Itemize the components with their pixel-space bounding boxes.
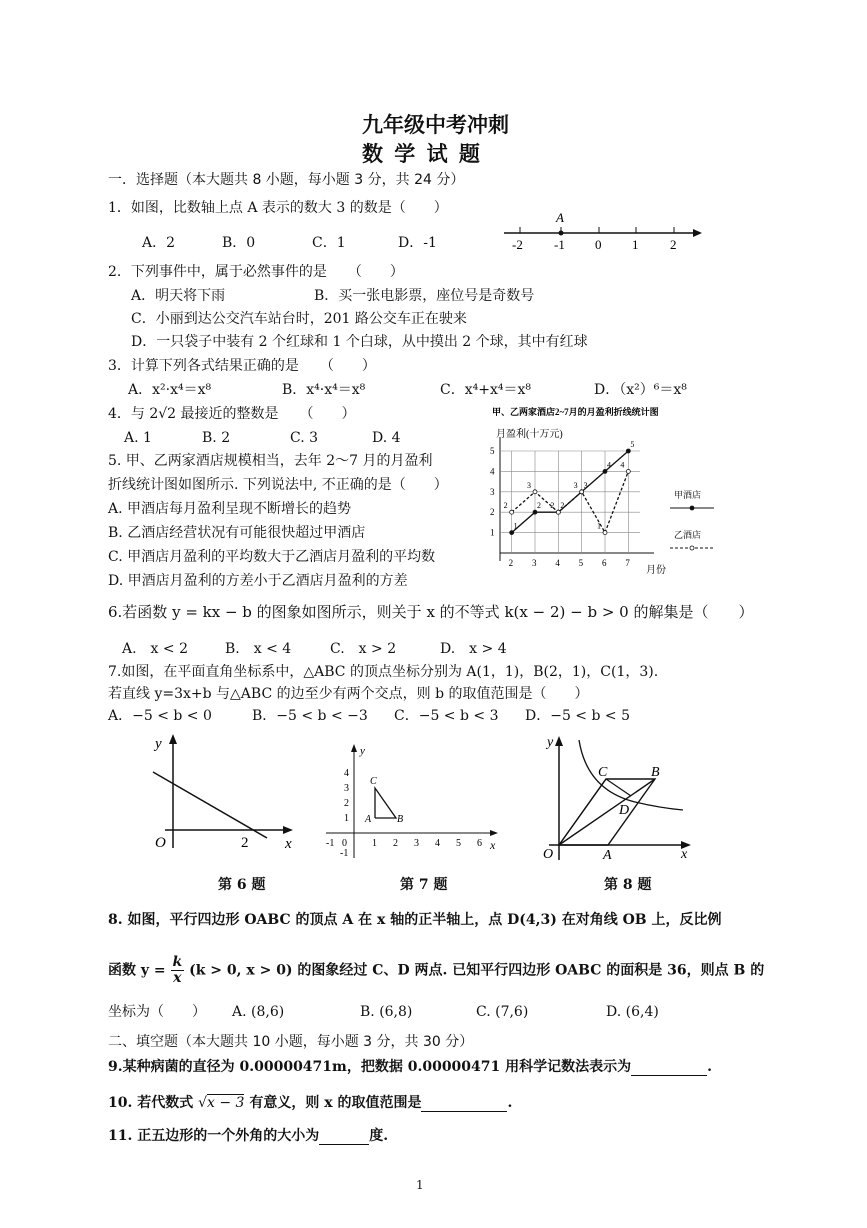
fig7-point-b: B xyxy=(397,814,404,825)
chart-data-label-jia: 2 xyxy=(560,501,565,511)
q2-stem: 2．下列事件中，属于必然事件的是 （ ） xyxy=(108,264,404,280)
chart-data-label-yi: 1 xyxy=(597,521,601,531)
q1-tick: 2 xyxy=(670,237,677,252)
chart-x-tick: 7 xyxy=(625,558,630,568)
q11 xyxy=(108,1127,388,1145)
chart-x-label: 月份 xyxy=(646,565,666,576)
chart-data-label-jia: 3 xyxy=(583,480,588,490)
q2-option-a: A．明天将下雨 xyxy=(131,288,226,304)
q7-option-c: C．−5 < b < 3 xyxy=(394,708,499,724)
figure-6 xyxy=(135,730,305,860)
q10 xyxy=(108,1094,512,1112)
q2-option-d: D．一只袋子中装有 2 个红球和 1 个白球，从中摸出 2 个球，其中有红球 xyxy=(131,334,588,350)
chart-data-label-yi: 2 xyxy=(503,501,508,511)
q8-option-a: A. (8,6) xyxy=(232,1004,285,1020)
fig7-ytick: 1 xyxy=(344,813,349,824)
fig8-y-label: y xyxy=(547,735,554,750)
chart-data-label-jia: 4 xyxy=(607,460,611,470)
q10-suffix: 有意义，则 x 的取值范围是 xyxy=(249,1095,422,1111)
fig7-xtick: 6 xyxy=(477,838,482,849)
chart-point-yi xyxy=(603,531,607,535)
fig7-xtick: 1 xyxy=(372,838,377,849)
chart-point-yi xyxy=(556,510,560,514)
q10-end: . xyxy=(507,1095,513,1111)
fig7-xtick: 0 xyxy=(342,838,347,849)
chart-point-yi xyxy=(510,510,514,514)
q3-option-c: C．x⁴+x⁴＝x⁸ xyxy=(440,382,531,398)
q8-option-b: B. (6,8) xyxy=(360,1004,413,1020)
q3-option-d: D．（x²）⁶＝x⁸ xyxy=(594,382,687,398)
q10-answer-blank[interactable] xyxy=(421,1095,507,1112)
q1-option-b: B．0 xyxy=(222,235,256,251)
q1-tick: -1 xyxy=(554,237,565,252)
q7-line2: 若直线 y=3x+b 与△ABC 的边至少有两个交点，则 b 的取值范围是（ ） xyxy=(108,686,589,702)
q8-line3: 坐标为（ ） xyxy=(108,1004,206,1020)
q4-stem: 4．与 2√2 最接近的整数是 （ ） xyxy=(108,406,356,422)
fig7-xtick: 5 xyxy=(456,838,461,849)
q7-option-a: A．−5 < b < 0 xyxy=(108,708,212,724)
q4-option-d: D. 4 xyxy=(372,430,401,446)
chart-legend-marker xyxy=(690,506,694,510)
fig8-point-b: B xyxy=(651,765,660,780)
chart-point-jia xyxy=(603,469,607,473)
fig7-ytick: -1 xyxy=(340,848,349,859)
q8-line2 xyxy=(108,955,764,986)
q9 xyxy=(108,1058,712,1076)
fig7-xtick: 2 xyxy=(393,838,398,849)
chart-title: 甲、乙两家酒店2~7月的月盈利折线统计图 xyxy=(492,407,659,417)
chart-point-yi xyxy=(580,490,584,494)
chart-point-jia xyxy=(533,510,537,514)
fig8-point-a: A xyxy=(603,848,612,863)
q1-tick: 1 xyxy=(632,237,639,252)
chart-y-label: 月盈利(十万元) xyxy=(496,429,563,440)
fig7-ytick: 3 xyxy=(344,783,349,794)
page-number: 1 xyxy=(416,1178,424,1192)
fig7-xtick: 4 xyxy=(435,838,440,849)
fig6-origin: O xyxy=(155,835,166,851)
q8-frac-num: k xyxy=(172,954,183,970)
q2-option-b: B．买一张电影票，座位号是奇数号 xyxy=(314,288,535,304)
q9-text: 9.某种病菌的直径为 0.00000471m，把数据 0.00000471 用科学记数法表示为 xyxy=(108,1059,632,1075)
fig8-point-o: O xyxy=(543,847,554,862)
q6-option-a: A. x < 2 xyxy=(122,641,188,657)
chart-data-label-jia: 1 xyxy=(513,521,518,531)
chart-data-label-yi: 3 xyxy=(573,480,578,490)
fig8-caption: 第 8 题 xyxy=(604,877,652,893)
q1-tick: -2 xyxy=(512,237,523,252)
q5-option-a: A. 甲酒店每月盈利呈现不断增长的趋势 xyxy=(108,501,352,517)
section2-heading: 二、填空题（本大题共 10 小题，每小题 3 分，共 30 分） xyxy=(108,1034,474,1050)
q1-option-d: D．-1 xyxy=(398,235,437,251)
q8-function-label: 函数 y = xyxy=(108,962,166,979)
chart-y-tick: 4 xyxy=(490,466,495,477)
section1-heading: 一．选择题（本大题共 8 小题，每小题 3 分，共 24 分） xyxy=(108,172,465,188)
q5-option-d: D. 甲酒店月盈利的方差小于乙酒店月盈利的方差 xyxy=(108,573,408,589)
fig7-ytick: 4 xyxy=(344,768,349,779)
chart-data-label-jia: 2 xyxy=(537,501,541,511)
chart-y-tick: 1 xyxy=(490,527,495,538)
fig6-x-label: x xyxy=(285,836,292,852)
figure-7 xyxy=(318,738,504,863)
q9-end: . xyxy=(707,1059,713,1075)
fig8-point-c: C xyxy=(598,765,608,780)
q6-option-d: D. x > 4 xyxy=(440,641,507,657)
fig6-y-label: y xyxy=(155,736,162,752)
fig6-intercept: 2 xyxy=(241,835,249,851)
fig7-ytick: 2 xyxy=(344,798,349,809)
chart-x-tick: 2 xyxy=(508,558,514,568)
q3-stem: 3．计算下列各式结果正确的是 （ ） xyxy=(108,358,376,374)
chart-legend-label: 甲酒店 xyxy=(674,490,702,500)
q2-option-c: C．小丽到达公交汽车站台时，201 路公交车正在驶来 xyxy=(131,311,467,327)
chart-x-tick: 6 xyxy=(602,558,607,568)
q1-point-label: A xyxy=(556,210,564,225)
q7-option-d: D．−5 < b < 5 xyxy=(525,708,630,724)
profit-line-chart xyxy=(482,403,720,585)
q1-option-a: A．2 xyxy=(142,235,176,251)
fig6-caption: 第 6 题 xyxy=(218,877,266,893)
fig8-x-label: x xyxy=(681,847,688,862)
q5-option-c: C. 甲酒店月盈利的平均数大于乙酒店月盈利的平均数 xyxy=(108,549,436,565)
chart-x-tick: 5 xyxy=(578,558,584,568)
q5-option-b: B. 乙酒店经营状况有可能很快超过甲酒店 xyxy=(108,525,366,541)
fig7-point-c: C xyxy=(370,776,377,787)
chart-legend-label: 乙酒店 xyxy=(674,530,702,540)
fig7-xtick: 3 xyxy=(414,838,419,849)
q10-sqrt: √x − 3 xyxy=(198,1095,245,1111)
q1-option-c: C．1 xyxy=(312,235,346,251)
chart-point-yi xyxy=(626,469,630,473)
q6-option-b: B. x < 4 xyxy=(225,641,292,657)
q5-line1: 5. 甲、乙两家酒店规模相当，去年 2～7 月的月盈利 xyxy=(108,453,433,469)
q4-option-a: A. 1 xyxy=(124,430,152,446)
q11-prefix: 11. 正五边形的一个外角的大小为 xyxy=(108,1128,320,1144)
q1-tick: 0 xyxy=(595,237,602,252)
chart-y-tick: 5 xyxy=(490,446,495,456)
fig7-xtick: -1 xyxy=(326,838,335,849)
q1-number-line xyxy=(498,205,708,255)
chart-data-label-yi: 3 xyxy=(527,480,531,490)
q8-option-c: C. (7,6) xyxy=(476,1004,529,1020)
fig8-point-d: D xyxy=(619,803,630,818)
figure-8 xyxy=(535,730,705,870)
chart-point-jia xyxy=(626,449,630,453)
exam-title: 九年级中考冲刺 xyxy=(362,113,509,137)
q11-suffix: 度. xyxy=(369,1128,389,1144)
q8-line1: 8. 如图，平行四边形 OABC 的顶点 A 在 x 轴的正半轴上，点 D(4,3) 在对角线 OB 上，反比例 xyxy=(108,912,722,928)
q10-radicand: x − 3 xyxy=(207,1095,245,1111)
q11-answer-blank[interactable] xyxy=(319,1128,369,1145)
q7-line1: 7.如图，在平面直角坐标系中，△ABC 的顶点坐标分别为 A(1，1)，B(2，1)，C(1，3). xyxy=(108,664,659,680)
fig7-point-a: A xyxy=(365,814,372,825)
fig7-caption: 第 7 题 xyxy=(400,877,448,893)
fig7-x-label: x xyxy=(490,838,496,852)
q9-answer-blank[interactable] xyxy=(631,1059,707,1076)
subject-title: 数 学 试 题 xyxy=(362,142,482,166)
q10-prefix: 10. 若代数式 xyxy=(108,1095,194,1111)
q8-option-d: D. (6,4) xyxy=(606,1004,659,1020)
chart-data-label-yi: 4 xyxy=(620,460,625,470)
q6-option-c: C. x > 2 xyxy=(330,641,397,657)
q8-function-condition: (k > 0, x > 0) 的图象经过 C、D 两点. 已知平行四边形 OABC 的面积是 36，则点 B 的 xyxy=(189,962,765,979)
q8-frac-den: x xyxy=(173,970,182,986)
q3-option-b: B．x⁴·x⁴＝x⁸ xyxy=(282,382,366,398)
q6-stem: 6.若函数 y = kx − b 的图象如图所示，则关于 x 的不等式 k(x − 2) − b > 0 的解集是（ ） xyxy=(108,603,754,621)
q4-option-c: C. 3 xyxy=(290,430,319,446)
chart-point-yi xyxy=(533,490,537,494)
chart-y-tick: 2 xyxy=(490,507,495,518)
q3-option-a: A．x²·x⁴＝x⁸ xyxy=(128,382,212,398)
q4-option-b: B. 2 xyxy=(202,430,231,446)
chart-x-tick: 3 xyxy=(532,558,537,568)
chart-data-label-jia: 5 xyxy=(630,440,635,449)
q5-line2: 折线统计图如图所示. 下列说法中, 不正确的是（ ） xyxy=(108,477,448,493)
q1-stem: 1．如图，比数轴上点 A 表示的数大 3 的数是（ ） xyxy=(108,200,448,216)
chart-data-label-yi: 2 xyxy=(550,501,555,511)
chart-y-tick: 3 xyxy=(490,486,495,497)
q8-fraction xyxy=(171,955,185,986)
q7-option-b: B．−5 < b < −3 xyxy=(252,708,368,724)
fig7-y-label: y xyxy=(360,745,365,757)
chart-x-tick: 4 xyxy=(555,558,560,568)
chart-point-jia xyxy=(510,531,514,535)
chart-legend-marker xyxy=(690,546,694,550)
